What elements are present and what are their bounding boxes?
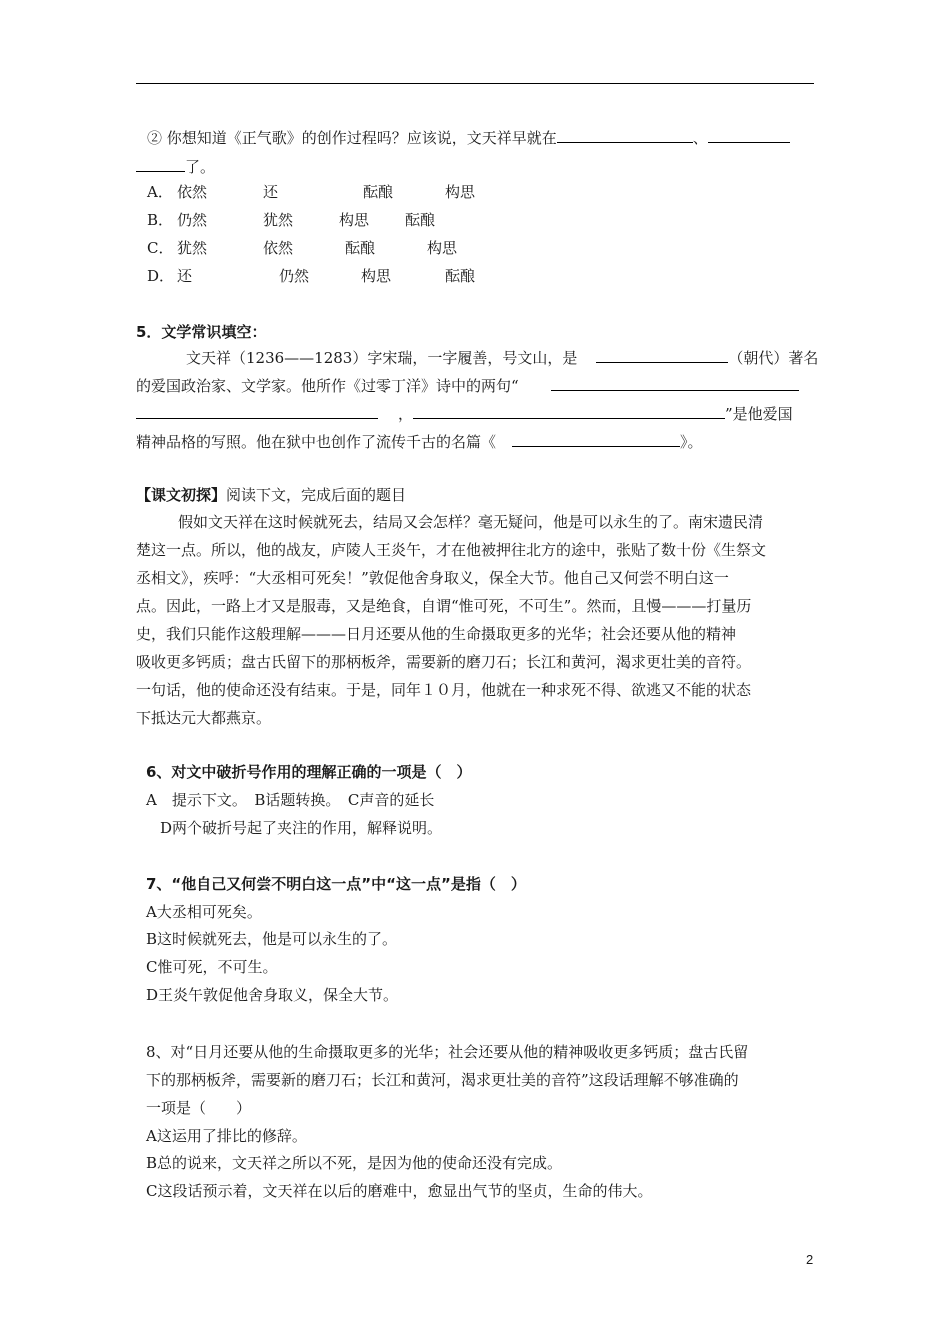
passage-line: 楚这一点。所以，他的战友，庐陵人王炎午，才在他被押往北方的途中，张贴了数十份《生祭文 [136, 541, 767, 559]
q5-line4 [136, 431, 703, 452]
option-label: A． [147, 183, 173, 201]
q8-stem-line: 下的那柄板斧，需要新的磨刀石；长江和黄河，渴求更壮美的音符”这段话理解不够准确的 [146, 1071, 739, 1089]
blank[interactable] [136, 403, 378, 419]
passage-line: 丞相文》，疾呼：“大丞相可死矣！”敦促他舍身取义，保全大节。他自己又何尝不明白这一 [136, 569, 729, 587]
stem-text: 了。 [185, 158, 216, 176]
word: 酝酿 [405, 211, 436, 229]
word: 犹然 [177, 239, 208, 257]
q7-option-d[interactable]: D王炎午敦促他舍身取义，保全大节。 [146, 986, 399, 1004]
q5-line2 [136, 375, 799, 396]
option-d[interactable] [147, 266, 475, 286]
word: 仍然 [279, 267, 310, 285]
word: 构思 [427, 239, 458, 257]
word: 犹然 [263, 211, 294, 229]
option-b[interactable] [147, 210, 435, 230]
q6-title: 6、对文中破折号作用的理解正确的一项是（ ） [146, 763, 472, 781]
option-a[interactable] [147, 182, 475, 202]
word: 构思 [339, 211, 370, 229]
text: 》。 [680, 433, 703, 451]
passage-line: 点。因此，一路上才又是服毒，又是绝食，自谓“惟可死，不可生”。然而，且慢———打量历 [136, 597, 752, 615]
text: 文天祥（1236——1283）字宋瑞，一字履善，号文山，是 [186, 349, 578, 367]
q5-line1 [186, 347, 818, 368]
blank[interactable] [551, 375, 799, 391]
option-c[interactable] [147, 238, 457, 258]
blank[interactable] [512, 431, 680, 447]
word: 仍然 [177, 211, 208, 229]
blank[interactable] [708, 127, 790, 143]
text: 精神品格的写照。他在狱中也创作了流传千古的名篇《 [136, 433, 497, 451]
word: 酝酿 [363, 183, 394, 201]
blank[interactable] [596, 347, 728, 363]
q7-option-c[interactable]: C惟可死，不可生。 [146, 958, 278, 976]
q8-option-c[interactable]: C这段话预示着，文天祥在以后的磨难中，愈显出气节的坚贞，生命的伟大。 [146, 1182, 653, 1200]
text: 的爱国政治家、文学家。他所作《过零丁洋》诗中的两句“ [136, 377, 519, 395]
header-rule [136, 83, 814, 84]
page-number: 2 [806, 1252, 814, 1267]
q7-option-a[interactable]: A大丞相可死矣。 [146, 903, 262, 921]
passage-line: 吸收更多钙质；盘古氏留下的那柄板斧，需要新的磨刀石；长江和黄河，渴求更壮美的音符。 [136, 653, 752, 671]
stem-text: ② 你想知道《正气歌》的创作过程吗？应该说，文天祥早就在 [147, 129, 557, 147]
option-label: D． [147, 267, 175, 285]
text: ， [398, 405, 414, 423]
q6-options-abc[interactable]: A 提示下文。 B话题转换。 C声音的延长 [146, 791, 435, 809]
option-label: C． [147, 239, 174, 257]
blank[interactable] [136, 156, 185, 172]
q7-option-b[interactable]: B这时候就死去，他是可以永生的了。 [146, 930, 398, 948]
q5-title: 5．文学常识填空： [136, 323, 267, 341]
word: 还 [263, 183, 279, 201]
separator: 、 [692, 129, 708, 147]
word: 还 [177, 267, 193, 285]
word: 酝酿 [445, 267, 476, 285]
text: ”是他爱国 [725, 405, 793, 423]
text: （朝代）著名 [728, 349, 819, 367]
word: 依然 [263, 239, 294, 257]
word: 构思 [445, 183, 476, 201]
section-tag: 【课文初探】 [136, 486, 227, 504]
q5-line3 [136, 403, 793, 424]
option-label: B． [147, 211, 174, 229]
section-instruction: 阅读下文，完成后面的题目 [226, 486, 407, 504]
blank[interactable] [557, 127, 693, 143]
passage-line: 一句话，他的使命还没有结束。于是，同年１０月，他就在一种求死不得、欲逃又不能的状态 [136, 681, 752, 699]
section-heading [136, 485, 406, 505]
passage-line: 下抵达元大都燕京。 [136, 709, 272, 727]
q8-stem-line: 8、对“日月还要从他的生命摄取更多的光华；社会还要从他的精神吸收更多钙质；盘古氏留 [146, 1043, 749, 1061]
word: 依然 [177, 183, 208, 201]
word: 构思 [361, 267, 392, 285]
q7-title: 7、“他自己又何尝不明白这一点”中“这一点”是指（ ） [146, 875, 526, 893]
q6-option-d[interactable]: D两个破折号起了夹注的作用，解释说明。 [160, 819, 443, 837]
q8-stem-line: 一项是（ ） [146, 1099, 252, 1117]
q8-option-a[interactable]: A这运用了排比的修辞。 [146, 1127, 307, 1145]
passage-line: 假如文天祥在这时候就死去，结局又会怎样？毫无疑问，他是可以永生的了。南宋遗民清 [178, 513, 764, 531]
q8-option-b[interactable]: B总的说来，文天祥之所以不死，是因为他的使命还没有完成。 [146, 1154, 563, 1172]
q4-2-stem [147, 127, 790, 148]
blank[interactable] [413, 403, 725, 419]
word: 酝酿 [345, 239, 376, 257]
passage-line: 史，我们只能作这般理解———日月还要从他的生命摄取更多的光华；社会还要从他的精神 [136, 625, 737, 643]
q4-2-stem-cont [136, 156, 215, 177]
